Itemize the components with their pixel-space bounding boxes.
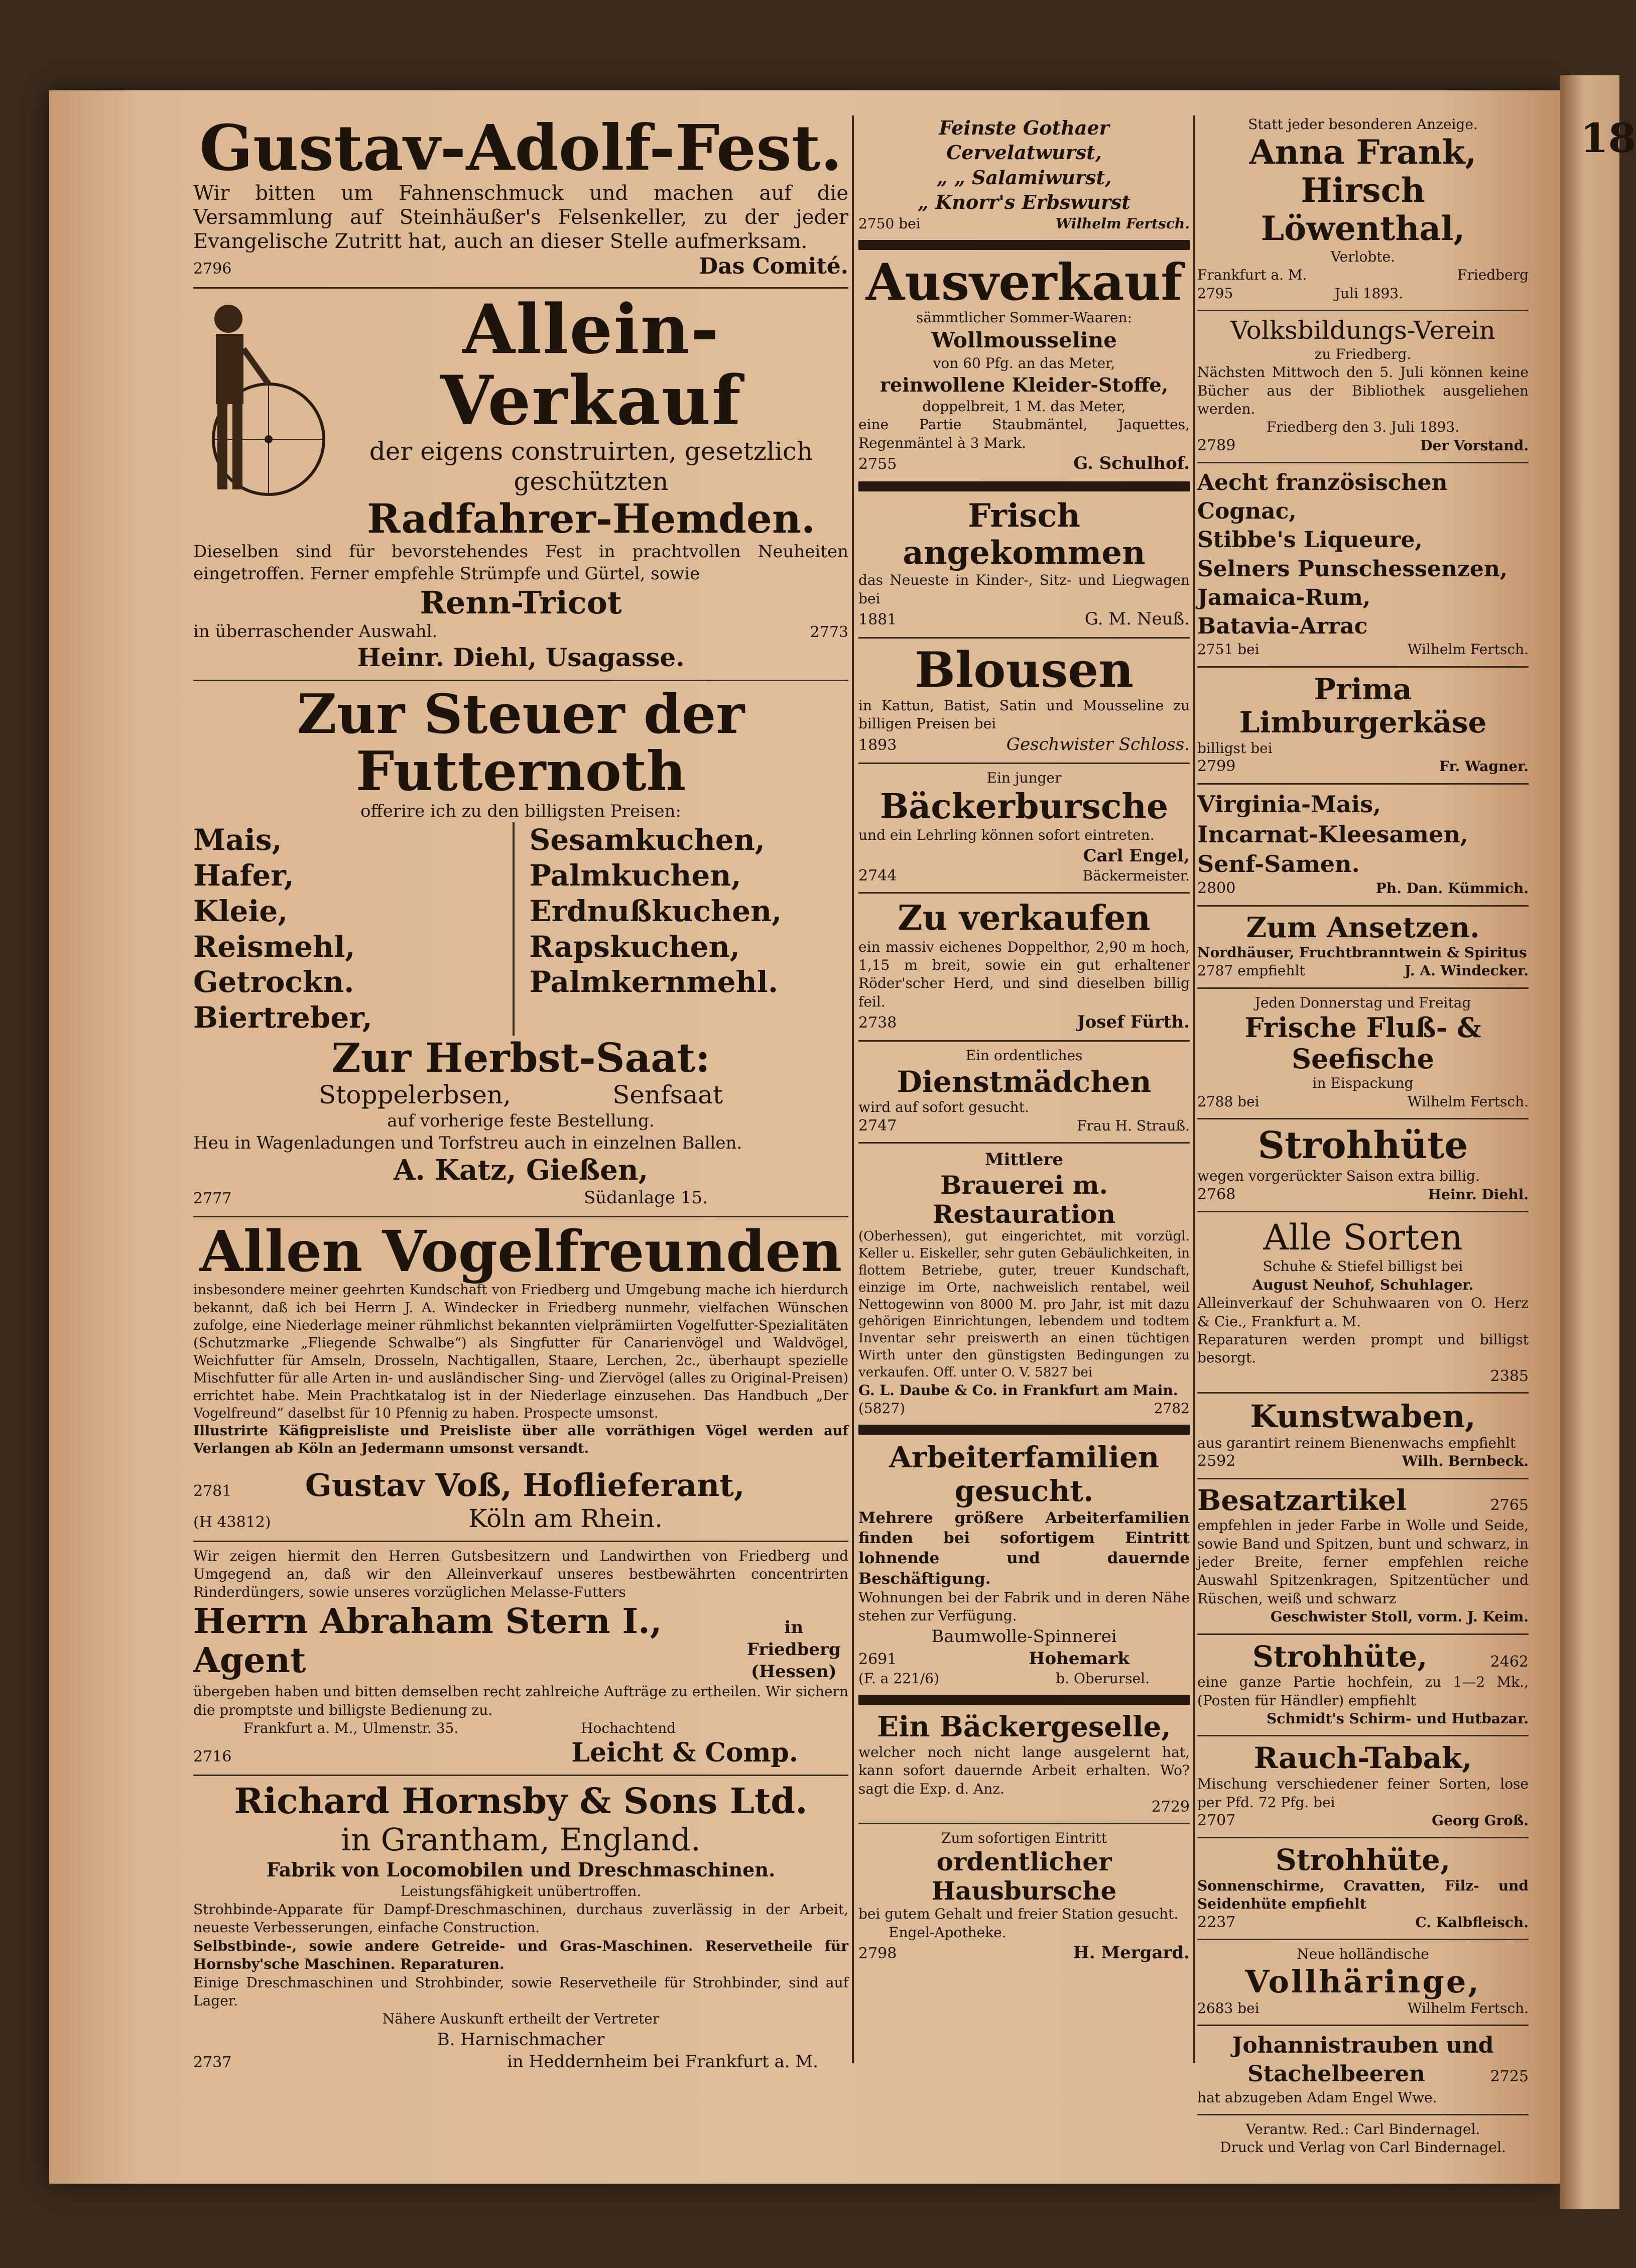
list-item: Hafer, [193,858,294,893]
ad-text: bei [1237,1093,1260,1110]
ad-number: 2788 [1197,1093,1233,1110]
ad-signer: Leicht & Comp. [571,1737,798,1768]
ad-number: 2773 [810,623,848,642]
ad-text: Strohbinde-Apparate für Dampf-Dreschmaschinen, durchaus zuverlässig in der Arbeit, neueste Verbesserungen, einfache Construction. [193,1901,848,1936]
ad-vollhaeringe [1197,1945,1529,2018]
feed-list-right [530,822,849,1036]
list-item: Senfsaat [612,1080,723,1109]
ad-title: Johannistrauben und [1232,2033,1494,2059]
list-item: Virginia-Mais, [1197,790,1381,818]
ad-text: Selbstbinde-, sowie andere Getreide- und Gras-Maschinen. Reservetheile für Hornsby'sche Maschinen. Reparaturen. [193,1937,848,1973]
list-item: Senf-Samen. [1197,850,1360,878]
ad-date: Juli 1893. [1334,285,1403,302]
ad-title: Strohhüte [1257,1124,1468,1168]
ad-number: 2798 [858,1945,897,1963]
ad-place: Engel-Apotheke. [889,1924,1006,1941]
ad-reference: (F. a 221/6) [858,1670,939,1687]
ad-volksbildungs-verein [1197,316,1529,455]
ad-signer: J. A. Windecker. [1404,962,1529,979]
ad-text: (Oberhessen), gut eingerichtet, mit vorzügl. Keller u. Eiskeller, sehr guten Gebäulichkeiten, in flottem Betriebe, guter, treuer Kundschaft, einzige im Orte, nachweislich rentabel, weil Nettogewinn von 8000 M. pro Jahr, ist mit dazu gehörigen Einrichtungen, lebendem und todtem Inventar sehr preiswerth an einen tüchtigen Wirth unter den günstigsten Bedingungen zu verkaufen. Off. unter O. V. 5827 bei [858,1229,1190,1380]
ad-number: 2385 [1490,1367,1529,1385]
ad-rauch-tabak [1197,1741,1529,1830]
ad-address: in Heddernheim bei Frankfurt a. M. [507,2051,818,2072]
ad-blousen [858,644,1190,755]
ad-signer: Heinr. Diehl, Usagasse. [357,643,685,673]
ad-signer: Gustav Voß, Hoflieferant, [305,1467,745,1504]
ad-signer: Ph. Dan. Kümmich. [1375,880,1529,897]
ad-number: 2782 [1154,1400,1190,1417]
imprint [1197,2120,1529,2157]
ad-title: ordentlicher Hausbursche [931,1847,1117,1906]
ad-place: b. Oberursel. [1056,1670,1150,1687]
ad-name: Hirsch Löwenthal, [1261,171,1465,248]
ad-radfahrer-hemden [193,289,848,673]
ad-pretitle: Jeden Donnerstag und Freitag [1254,994,1471,1011]
ad-number: 2755 [858,455,897,473]
ad-text: Schuhe & Stiefel billigst bei [1263,1258,1463,1275]
list-item: Selners Punschessenzen, [1197,556,1508,582]
ad-pretitle: Neue holländische [1297,1946,1429,1963]
ad-number: 2738 [858,1014,897,1032]
ad-title: Strohhüte, [1252,1639,1428,1674]
ad-title: Arbeiterfamilien gesucht. [889,1440,1160,1508]
ad-text: Dieselben sind für bevorstehendes Fest in prachtvollen Neuheiten eingetroffen. Ferner empfehle Strümpfe und Gürtel, sowie [193,541,848,584]
ad-text: Alleinverkauf der Schuhwaaren von O. Herz & Cie., Frankfurt a. M. [1197,1295,1529,1330]
ad-text: Nordhäuser, Fruchtbranntwein & Spiritus [1197,944,1527,961]
ad-title: Besatzartikel [1197,1483,1407,1517]
ad-title: Allein-Verkauf [440,289,742,440]
feed-list-left [193,822,515,1036]
ad-text: Fabrik von Locomobilen und Dreschmaschinen. [266,1858,776,1881]
ad-name: Herrn Abraham Stern I., Agent [193,1601,662,1681]
ad-text: hat abzugeben Adam Engel Wwe. [1197,2089,1437,2106]
ad-zum-ansetzen [1197,912,1529,980]
ad-text: übergeben haben und bitten demselben recht zahlreiche Aufträge zu ertheilen. Wir sichern die promptste und billigste Bedienung zu. [193,1683,848,1718]
ad-signer: G. Schulhof. [1073,453,1190,473]
ad-frisch-angekommen [858,497,1190,630]
ad-number: 2799 [1197,758,1236,776]
ad-text: bei [1237,641,1260,658]
ad-city: Frankfurt a. M., Ulmenstr. 35. [243,1720,459,1737]
ad-city: Köln am Rhein. [468,1503,663,1533]
ad-signer: Wilhelm Fertsch. [1407,1999,1529,2017]
ad-number: 2795 [1197,285,1233,302]
ad-place: (Hessen) [750,1662,837,1682]
ad-text: Sonnenschirme, Cravatten, Filz- und Seidenhüte empfiehlt [1197,1877,1529,1913]
ad-signer: B. Harnischmacher [437,2029,605,2050]
ad-strohhuete-diehl [1197,1124,1529,1204]
ad-title: Ein Bäckergeselle, [877,1710,1171,1744]
ad-title: Prima Limburgerkäse [1239,672,1487,740]
ad-text: Wir bitten um Fahnenschmuck und machen auf die Versammlung auf Steinhäußer's Felsenkeller, zu der jeder Evangelische Zutritt hat, auch an dieser Stelle aufmerksam. [193,182,848,254]
ad-title: Frisch angekommen [903,497,1146,572]
list-item: Mais, [193,823,282,857]
ad-signer: Das Comité. [698,254,848,280]
list-item: Incarnat-Kleesamen, [1197,820,1468,848]
ad-text: Mehrere größere Arbeiterfamilien finden bei sofortigem Eintritt lohnende und dauernde Beschäftigung. [858,1508,1190,1588]
ad-line: „ Knorr's Erbswurst [918,191,1130,214]
ad-kunstwaben [1197,1399,1529,1471]
ad-product: Wollmousseline [931,328,1117,353]
ad-role: Bäckermeister. [1082,867,1190,884]
ad-signer: Wilh. Bernbeck. [1402,1453,1529,1470]
ad-text: wegen vorgerückter Saison extra billig. [1197,1168,1480,1185]
ad-pretitle: Mittlere [984,1150,1064,1170]
ad-subtitle: in Grantham, England. [341,1821,701,1858]
ad-wurst [858,115,1190,233]
ad-number: 2787 [1197,962,1233,979]
ad-address: Südanlage 15. [583,1187,708,1208]
ad-arbeiterfamilien [858,1441,1190,1688]
ad-brauerei [858,1149,1190,1418]
ad-line: „ „ Salamiwurst, [936,166,1112,189]
ad-number: 2691 [858,1650,897,1668]
ad-reference: (5827) [858,1400,906,1417]
ad-signer: Frau H. Strauß. [1077,1117,1190,1134]
ad-text: aus garantirt reinem Bienenwachs empfiehlt [1197,1435,1516,1452]
ad-text: Nächsten Mittwoch den 5. Juli können keine Bücher aus der Bibliothek ausgeliehen werden. [1197,364,1529,417]
imprint-editor: Verantw. Red.: Carl Bindernagel. [1245,2121,1480,2138]
ad-signer: Georg Groß. [1432,1812,1529,1829]
ad-number: 1881 [858,611,897,629]
ad-title: Volksbildungs-Verein [1230,316,1495,345]
ad-greeting: Hochachtend [581,1720,676,1737]
ad-number: 2737 [193,2053,232,2071]
ad-firm: Baumwolle-Spinnerei [931,1626,1117,1647]
ad-line: Feinste Gothaer Cervelatwurst, [939,116,1109,164]
ad-text: Einige Dreschmaschinen und Strohbinder, sowie Reservetheile für Strohbinder, sind auf Lager. [193,1974,848,2009]
ad-signer: A. Katz, Gießen, [393,1154,649,1187]
ad-seefische [1197,994,1529,1111]
ad-leicht-comp [193,1547,848,1768]
ad-text: Heu in Wagenladungen und Torfstreu auch in einzelnen Ballen. [193,1133,742,1154]
ad-number: 2237 [1197,1913,1236,1931]
ad-pretitle: Zum sofortigen Eintritt [941,1829,1107,1846]
ad-title: Ausverkauf [865,252,1183,312]
ad-subtitle: der eigens construirten, gesetzlich [369,436,813,466]
cyclist-illustration-icon [193,294,324,505]
ad-subtitle: geschützten [514,466,669,496]
ad-product: reinwollene Kleider-Stoffe, [880,373,1168,397]
ad-subtitle: in Eispackung [1312,1075,1414,1092]
ad-reference: (H 43812) [193,1513,271,1531]
ad-zu-verkaufen [858,899,1190,1033]
facing-page-edge [1560,75,1619,2209]
ad-title: Richard Hornsby & Sons Ltd. [234,1780,808,1822]
ad-text: ein massiv eichenes Doppelthor, 2,90 m hoch, 1,15 m breit, sowie ein gut erhaltener Röder'scher Herd, und sind dieselben billig feil. [858,938,1190,1010]
ad-baeckergeselle [858,1711,1190,1816]
list-item: Palmkuchen, [529,858,741,893]
ad-title: Rauch-Tabak, [1253,1741,1472,1776]
ad-number: 2747 [858,1116,897,1135]
list-item: Stoppelerbsen, [319,1080,511,1109]
column-middle [858,115,1190,1971]
ad-title: Bäckerbursche [879,787,1169,827]
ad-text: bei gutem Gehalt und freier Station gesucht. [858,1906,1179,1923]
column-rule [852,115,854,2063]
ad-hornsby [193,1781,848,2073]
list-item: Erdnußkuchen, [529,894,782,928]
ad-gustav-adolf-fest [193,111,848,280]
ad-number: 2751 [1197,641,1233,658]
ad-number: 2777 [193,1189,232,1207]
list-item: Reismehl, [193,929,355,964]
ad-date: Friedberg den 3. Juli 1893. [1266,419,1460,436]
list-item: Jamaica-Rum, [1197,584,1371,610]
ad-name: Hohemark [1029,1648,1129,1669]
ad-pretitle: Ein junger [986,769,1062,786]
ad-title: Blousen [914,642,1134,699]
ad-cognac [1197,468,1529,659]
list-item: Stibbe's Liqueure, [1197,527,1423,553]
ad-signer: Schmidt's Schirm- und Hutbazar. [1267,1710,1529,1727]
ad-city: Friedberg [1457,267,1529,284]
ad-number: 2750 [858,215,895,232]
ad-signer: G. L. Daube & Co. in Frankfurt am Main. [858,1381,1178,1399]
ad-title: Stachelbeeren [1247,2061,1426,2087]
ad-limburgerkaese [1197,673,1529,776]
ad-signer: Josef Fürth. [1077,1012,1190,1033]
ad-title: Allen Vogelfreunden [199,1218,842,1285]
ad-baeckerbursche [858,769,1190,886]
ad-number: 1893 [858,736,897,754]
ad-signer: H. Mergard. [1073,1943,1190,1963]
ad-text: sämmtlicher Sommer-Waaren: [916,309,1132,326]
imprint-publisher: Druck und Verlag von Carl Bindernagel. [1220,2139,1506,2156]
ad-text: in Kattun, Batist, Satin und Mousseline zu billigen Preisen bei [858,697,1190,732]
ad-title: Zu verkaufen [898,898,1151,939]
ad-text: eine Partie Staubmäntel, Jaquettes, Regenmäntel à 3 Mark. [858,416,1190,451]
ad-number: 2744 [858,866,897,885]
ad-city: Frankfurt a. M. [1197,267,1307,284]
list-item: Kleie, [193,894,288,928]
ad-title: Gustav-Adolf-Fest. [199,111,842,185]
ad-text: bei [899,215,921,232]
ad-title: Zur Steuer der Futternoth [297,683,745,803]
ad-subtitle: offerire ich zu den billigsten Preisen: [360,801,681,822]
ad-text: insbesondere meiner geehrten Kundschaft von Friedberg und Umgebung mache ich hierdurch bekannt, daß ich bei Herrn J. A. Windecker in Friedberg nunmehr, vielfachen Wünschen zufolge, eine Niederlage meiner rühmlichst bekannten vielprämiirten Vogelfutter-Spezialitäten (Schutzmarke „Fliegende Schwalbe“) als Singfutter für Canarienvögel und Waldvögel, Weichfutter für Amseln, Drosseln, Nachtigallen, Staare, Lerchen, 2c., überhaupt spezielle Mischfutter für alle Arten in- und ausländischer Sing- und Ziervögel (alles zu Original-Preisen) errichtet habe. Mein Prachtkatalog ist in der Niederlage einzusehen. Das Handbuch „Der Vogelfreund“ daselbst für 10 Pfennig zu haben. Prospecte umsonst. [193,1282,848,1422]
ad-text: Leistungsfähigkeit unübertroffen. [400,1882,642,1900]
ad-strohhuete-kalbfleisch [1197,1843,1529,1932]
ad-title: Dienstmädchen [897,1064,1152,1099]
ad-number: 2729 [1151,1798,1190,1816]
ad-text: doppelbreit, 1 M. das Meter, [922,398,1126,415]
ad-text: Illustrirte Käfigpreisliste und Preisliste über alle vorräthigen Vögel werden auf Verlangen ab Köln an Jedermann umsonst versandt. [193,1423,848,1457]
ad-name: Anna Frank, [1249,133,1477,172]
list-item: Sesamkuchen, [529,823,765,857]
ad-number: 2683 [1197,1999,1233,2017]
ad-pretitle: Statt jeder besonderen Anzeige. [1248,116,1478,133]
ad-number: 2796 [193,260,232,278]
ad-johannistrauben [1197,2031,1529,2107]
ad-number: 2725 [1490,2068,1529,2086]
ad-number: 2765 [1490,1496,1529,1514]
ad-text: Verlobte. [1330,248,1396,266]
ad-number: 2768 [1197,1185,1236,1203]
ad-title: Vollhäringe, [1245,1963,1481,2000]
ad-number: 2716 [193,1747,232,1766]
ad-text: empfiehlt [1237,962,1305,979]
ad-signer: Carl Engel, [1083,845,1190,866]
ad-text: billigst bei [1197,739,1273,757]
ad-hausbursche [858,1829,1190,1964]
ad-title: Kunstwaben, [1250,1398,1476,1435]
list-item: Palmkernmehl. [529,965,779,999]
ad-text: und ein Lehrling können sofort eintreten. [858,827,1155,844]
ad-text: auf vorherige feste Bestellung. [387,1110,655,1131]
ad-signer: Wilhelm Fertsch. [1055,215,1190,232]
ad-text: das Neueste in Kinder-, Sitz- und Liegwagen bei [858,572,1190,607]
ad-besatzartikel [1197,1484,1529,1626]
ad-text: Wohnungen bei der Fabrik und in deren Nähe stehen zur Verfügung. [858,1589,1190,1624]
ad-text: Mischung verschiedener feiner Sorten, lose per Pfd. 72 Pfg. bei [1197,1776,1529,1811]
list-item: Batavia-Arrac [1197,613,1368,640]
column-right [1197,115,1529,2164]
ad-title: Brauerei m. Restauration [933,1170,1115,1229]
ad-product: Radfahrer-Hemden. [367,494,815,542]
ad-signer: Der Vorstand. [1420,437,1529,454]
ad-signer: Wilhelm Fertsch. [1407,1093,1529,1110]
ad-text: bei [1237,1999,1260,2017]
ad-heading: Zur Herbst-Saat: [331,1034,710,1081]
ad-text: Reparaturen werden prompt und billigst besorgt. [1197,1331,1529,1366]
ad-number: 2592 [1197,1452,1236,1470]
ad-signer: Geschwister Schloss. [1006,734,1190,754]
page-number: 18 [1580,114,1636,162]
column-left [193,111,848,2080]
ad-text: von 60 Pfg. an das Meter, [933,354,1115,371]
ad-number: 2789 [1197,436,1236,454]
ad-number: 2462 [1490,1653,1529,1671]
ad-text: empfehlen in jeder Farbe in Wolle und Seide, sowie Band und Spitzen, bunt und schwarz, in jeder Breite, ferner empfehlen reiche Auswahl Spitzenkragen, Spitzentücher und Rüschen, weiß und schwarz [1197,1517,1529,1607]
ad-signer: Wilhelm Fertsch. [1407,641,1529,658]
ad-text: welcher noch nicht lange ausgelernt hat, kann sofort dauernde Arbeit erhalten. Wo? sagt die Exp. d. Anz. [858,1743,1190,1797]
ad-ausverkauf [858,252,1190,474]
ad-subtitle: zu Friedberg. [1314,345,1412,362]
ad-title: Strohhüte, [1275,1843,1451,1877]
ad-signer: August Neuhof, Schuhlager. [1252,1276,1474,1293]
ad-product: Renn-Tricot [420,584,622,621]
feed-list [193,822,848,1036]
list-item: Getrockn. Biertreber, [193,965,372,1035]
ad-text: wird auf sofort gesucht. [858,1099,1029,1116]
list-item: Rapskuchen, [529,929,740,964]
ad-alle-sorten [1197,1217,1529,1385]
ad-title: Alle Sorten [1263,1216,1463,1258]
ad-signer: Geschwister Stoll, vorm. J. Keim. [1270,1608,1529,1625]
ad-signer: G. M. Neuß. [1084,609,1190,629]
ad-text: eine ganze Partie hochfein, zu 1—2 Mk., (Posten für Händler) empfiehlt [1197,1674,1529,1709]
ad-text: Wir zeigen hiermit den Herren Gutsbesitzern und Landwirthen von Friedberg und Umgegend an, daß wir den Alleinverkauf unseres bestbewährten concentrirten Rinderdüngers, sowie unseres vorzüglichen Melasse-Futters [193,1547,848,1601]
ad-signer: Fr. Wagner. [1439,758,1529,775]
ad-verlobung [1197,115,1529,303]
ad-vogelfreunden [193,1218,848,1534]
ad-number: 2707 [1197,1811,1236,1829]
ad-title: Frische Fluß- & Seefische [1244,1012,1481,1075]
ad-signer: Heinr. Diehl. [1428,1186,1529,1203]
ad-signer: C. Kalbfleisch. [1415,1914,1529,1931]
ad-strohhuete-schmidt [1197,1640,1529,1728]
ad-number: 2800 [1197,879,1236,898]
ad-virginia-mais [1197,790,1529,898]
ad-pretitle: Ein ordentliches [965,1047,1083,1064]
ad-title: Zum Ansetzen. [1246,911,1480,944]
ad-text: Nähere Auskunft ertheilt der Vertreter [382,2010,660,2028]
ad-text: in überraschender Auswahl. [193,621,438,642]
column-rule [1193,115,1195,2063]
list-item: Aecht französischen Cognac, [1197,470,1448,525]
ad-number: 2781 [193,1482,232,1500]
ad-place: in Friedberg [746,1617,841,1660]
ad-futternoth [193,683,848,1208]
ad-dienstmaedchen [858,1047,1190,1135]
